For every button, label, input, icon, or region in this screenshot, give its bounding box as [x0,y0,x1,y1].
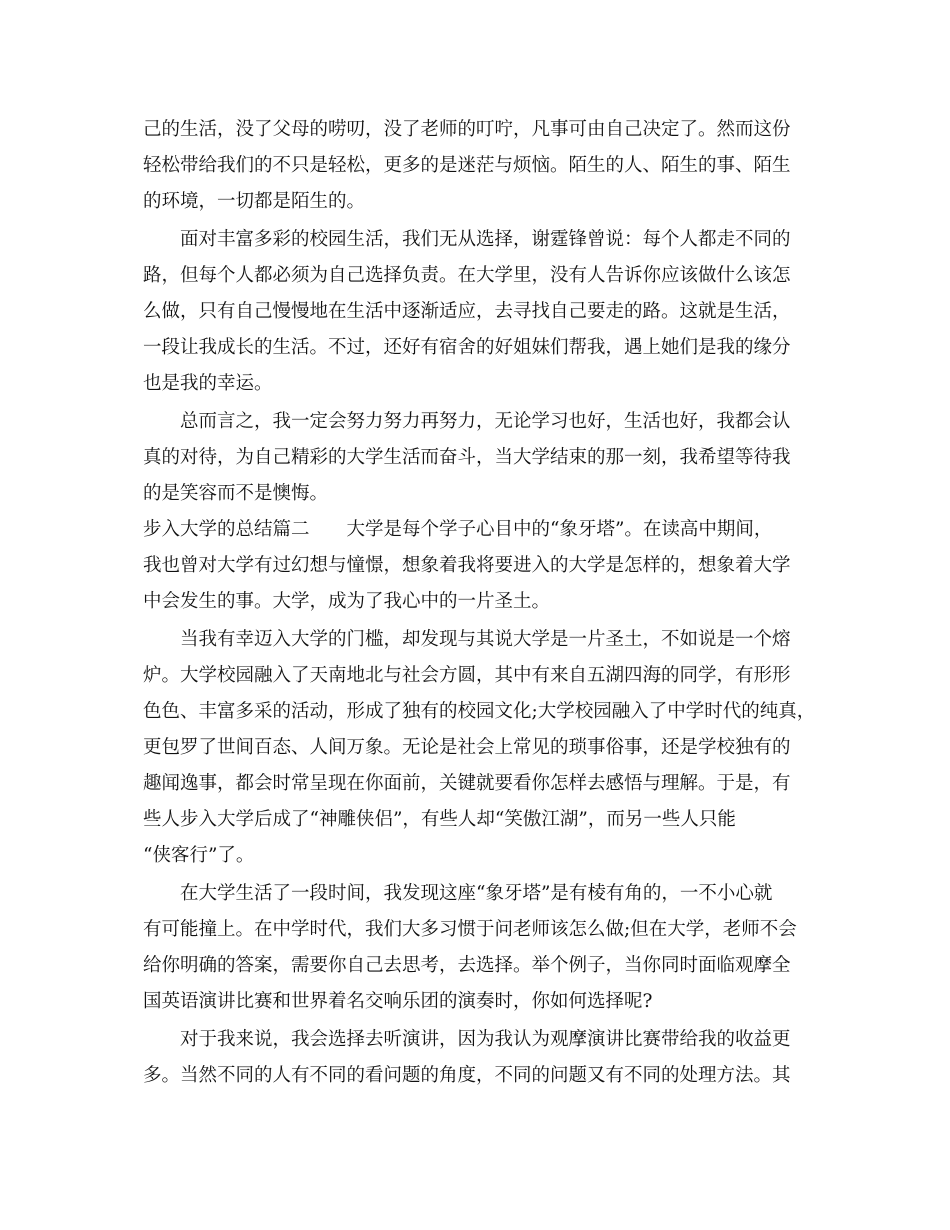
paragraph-line: 色色、丰富多采的活动，形成了独有的校园文化;大学校园融入了中学时代的纯真， [143,701,816,722]
paragraph-line: 趣闻逸事，都会时常呈现在你面前，关键就要看你怎样去感悟与理解。于是，有 [143,773,791,794]
paragraph-line: 炉。大学校园融入了天南地北与社会方圆，其中有来自五湖四海的同学，有形形 [143,665,791,686]
paragraph-line: 面对丰富多彩的校园生活，我们无从选择，谢霆锋曾说：每个人都走不同的 [180,229,791,250]
paragraph-line: 的是笑容而不是懊悔。 [143,483,329,504]
paragraph-line: 有可能撞上。在中学时代，我们大多习惯于问老师该怎么做;但在大学，老师不会 [143,919,797,940]
paragraph-line: 多。当然不同的人有不同的看问题的角度，不同的问题又有不同的处理方法。其 [143,1065,791,1086]
paragraph-line: 国英语演讲比赛和世界着名交响乐团的演奏时，你如何选择呢? [143,991,653,1012]
paragraph-line: 对于我来说，我会选择去听演讲，因为我认为观摩演讲比赛带给我的收益更 [180,1029,791,1050]
paragraph-line: “侠客行”了。 [143,845,255,866]
paragraph-line: 总而言之，我一定会努力努力再努力，无论学习也好，生活也好，我都会认 [180,411,791,432]
paragraph-line: 的环境，一切都是陌生的。 [143,191,366,212]
paragraph-line: 也是我的幸运。 [143,373,273,394]
section-heading-line: 步入大学的总结篇二 大学是每个学子心目中的“象牙塔”。在读高中期间， [143,519,773,540]
paragraph-line: 给你明确的答案，需要你自己去思考，去选择。举个例子，当你同时面临观摩全 [143,955,791,976]
paragraph-line: 真的对待，为自己精彩的大学生活而奋斗，当大学结束的那一刻，我希望等待我 [143,447,791,468]
paragraph-line: 当我有幸迈入大学的门槛，却发现与其说大学是一片圣土，不如说是一个熔 [180,629,791,650]
paragraph-line: 在大学生活了一段时间，我发现这座“象牙塔”是有棱有角的，一不小心就 [180,883,773,904]
paragraph-line: 路，但每个人都必须为自己选择负责。在大学里，没有人告诉你应该做什么该怎 [143,265,791,286]
paragraph-line: 些人步入大学后成了“神雕侠侣”，有些人却“笑傲江湖”，而另一些人只能 [143,809,736,830]
paragraph-line: 己的生活，没了父母的唠叨，没了老师的叮咛，凡事可由自己决定了。然而这份 [143,119,791,140]
paragraph-line: 更包罗了世间百态、人间万象。无论是社会上常见的琐事俗事，还是学校独有的 [143,737,791,758]
paragraph-line: 轻松带给我们的不只是轻松，更多的是迷茫与烦恼。陌生的人、陌生的事、陌生 [143,155,791,176]
paragraph-line: 中会发生的事。大学，成为了我心中的一片圣土。 [143,591,551,612]
paragraph-line: 么做，只有自己慢慢地在生活中逐渐适应，去寻找自己要走的路。这就是生活， [143,301,791,322]
paragraph-line: 一段让我成长的生活。不过，还好有宿舍的好姐妹们帮我，遇上她们是我的缘分 [143,337,791,358]
paragraph-line: 我也曾对大学有过幻想与憧憬，想象着我将要进入的大学是怎样的，想象着大学 [143,555,791,576]
